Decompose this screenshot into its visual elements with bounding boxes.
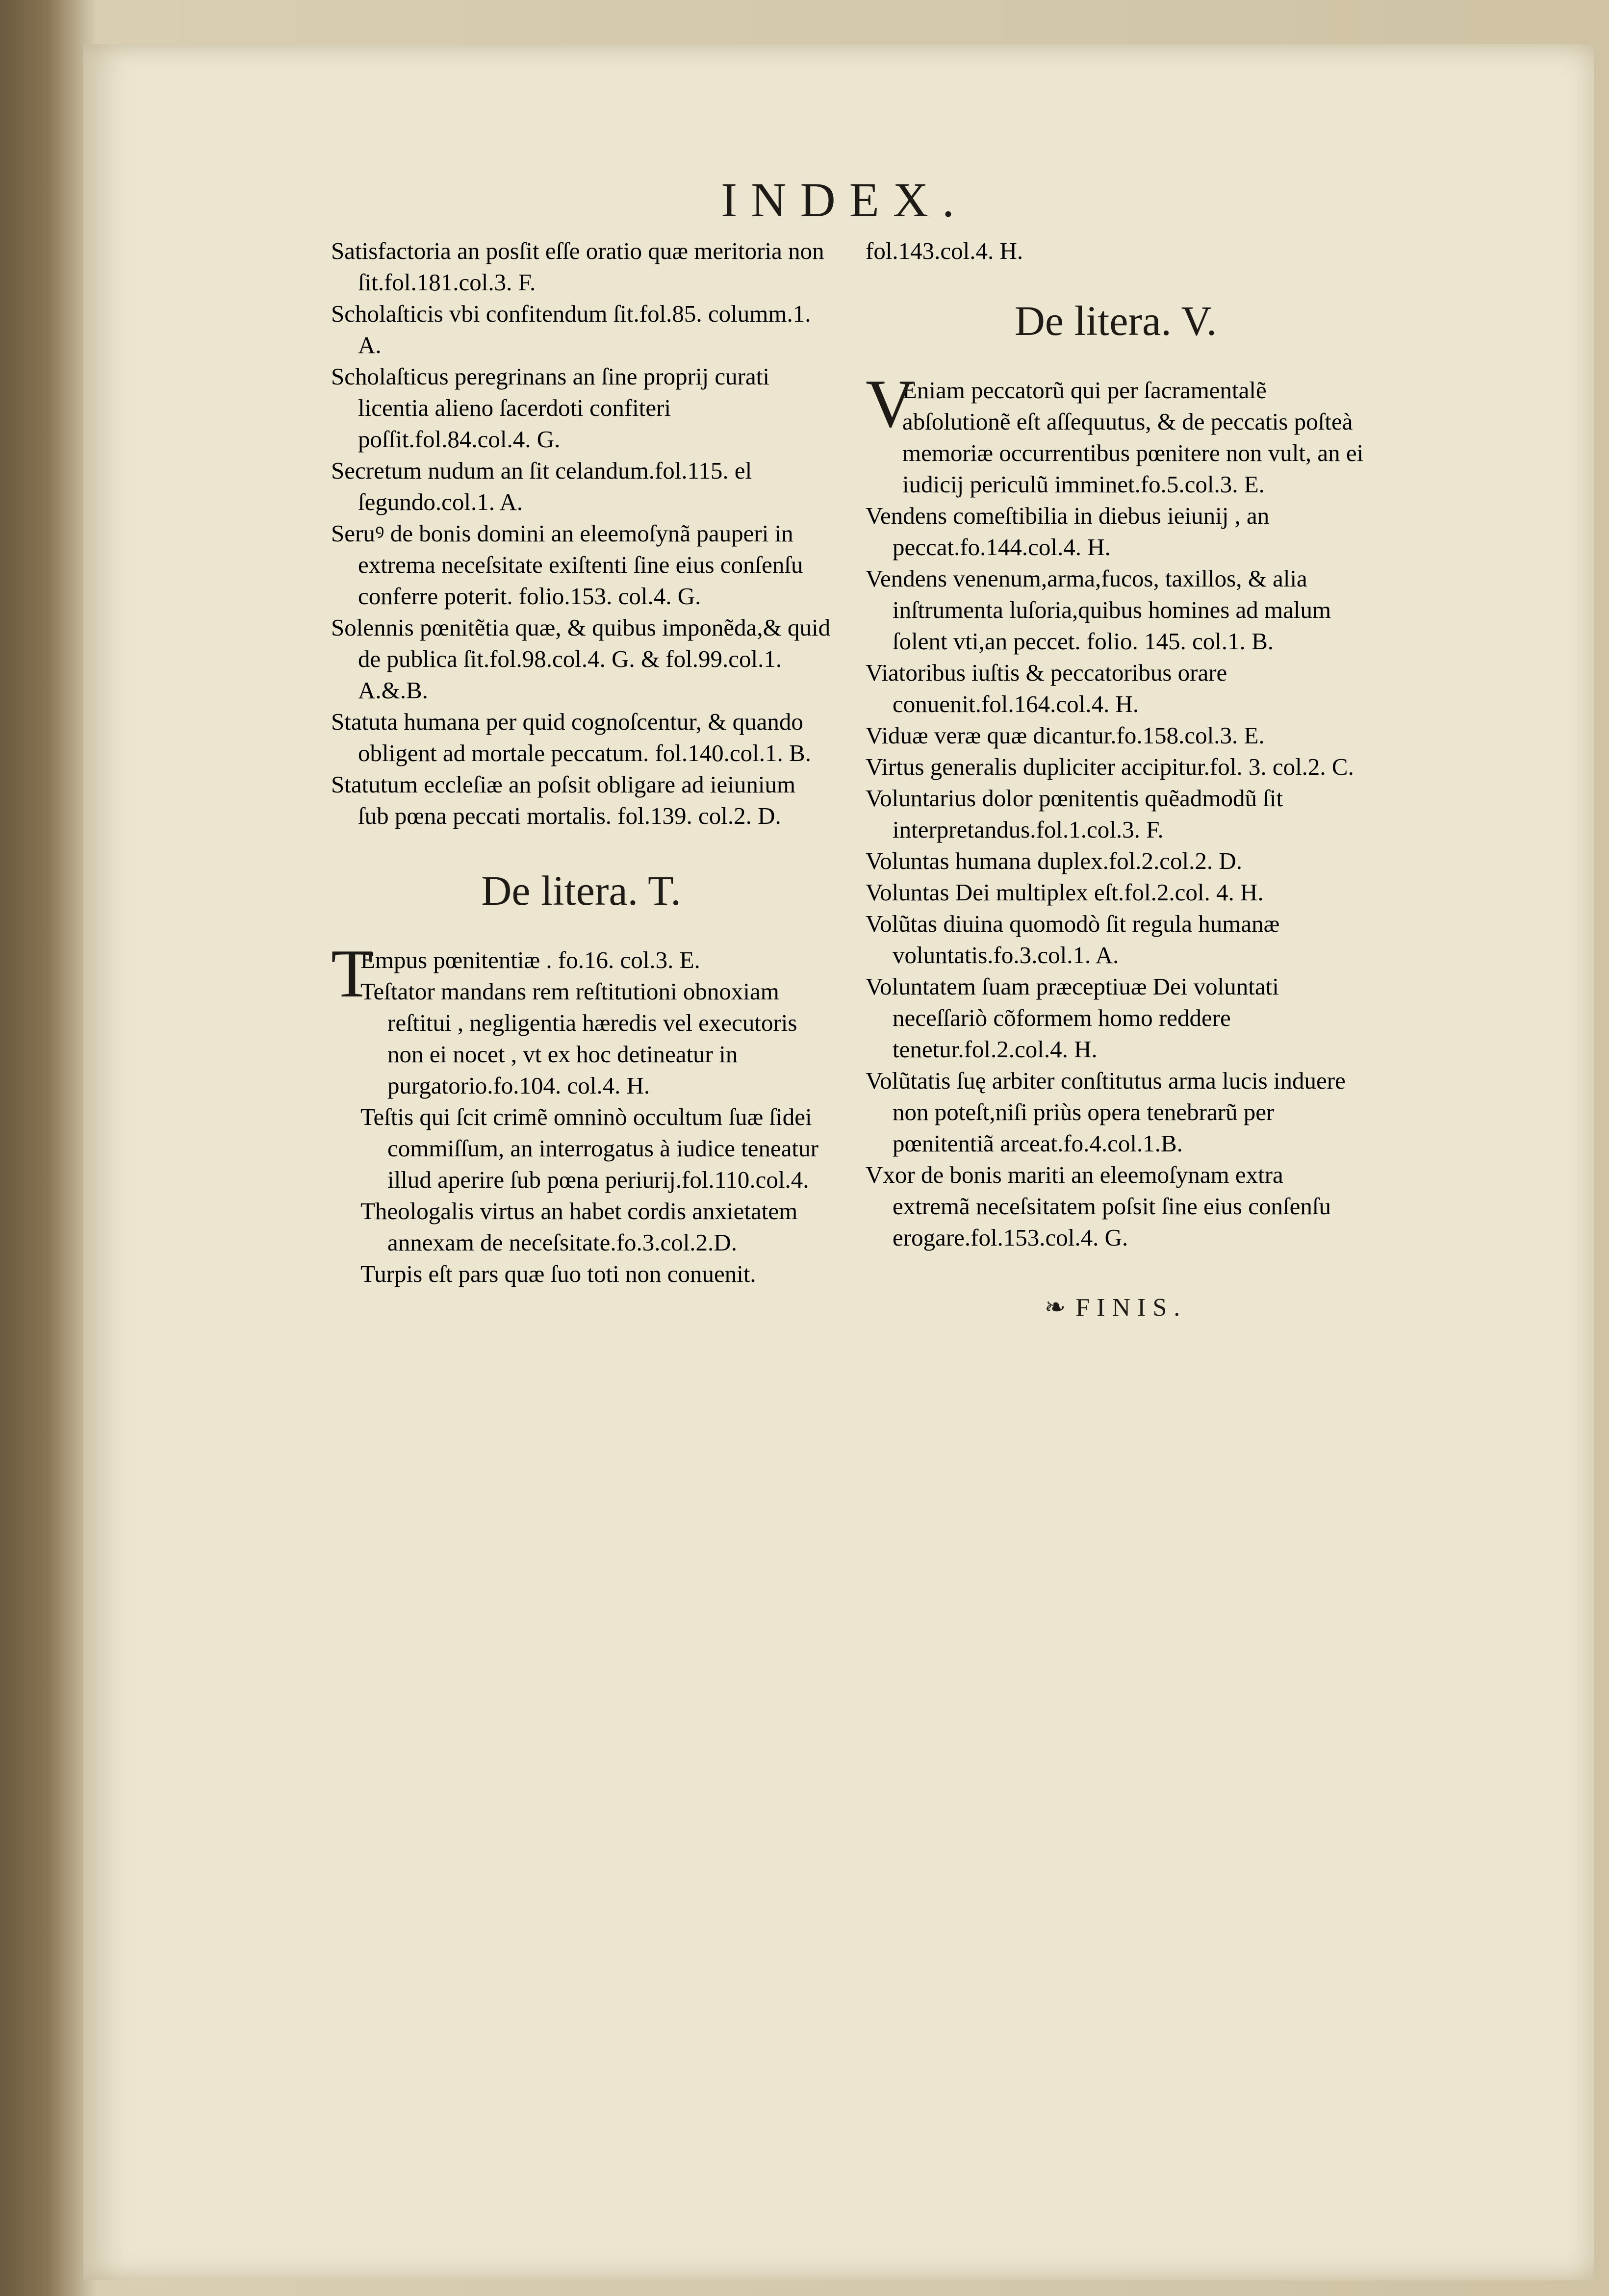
finis-line [866,1293,1366,1322]
left-column [331,235,831,1290]
dropcap-t: T [331,936,373,1012]
fleuron-icon: ❧ [1044,1294,1066,1322]
index-entry: Vxor de bonis mariti an eleemoſynam extra extremã neceſsitatem poſsit ſine eius conſenſu erogare.fol.153.col.4. G. [866,1161,1331,1251]
index-entry: Voluntas Dei multiplex eſt.fol.2.col. 4. H. [866,879,1264,906]
index-entry: Volũtas diuina quomodò ſit regula humanæ voluntatis.fo.3.col.1. A. [866,910,1280,969]
section-v [866,366,1366,1253]
finis-text: FINIS. [1075,1294,1187,1322]
index-entry: Teſtator mandans rem reſtitutioni obnoxiam reſtitui , negligentia hæredis vel executoris non ei nocet , vt ex hoc detineatur in purgatorio.fo.104. col.4. H. [360,978,797,1099]
index-entry: Viduæ veræ quæ dicantur.fo.158.col.3. E. [866,722,1265,749]
index-entry: Empus pœnitentiæ . fo.16. col.3. E. [360,946,700,973]
index-entry: Volũtatis ſuę arbiter conſtitutus arma lucis induere non poteſt,niſi priùs opera tenebrarũ per pœnitentiã arceat.fo.4.col.1.B. [866,1067,1346,1157]
dropcap-v: V [866,366,916,442]
page-title: INDEX. [721,173,969,227]
index-entry: Virtus generalis dupliciter accipitur.fol. 3. col.2. C. [866,753,1354,780]
entries-v-list [866,366,1366,1253]
index-entry: Solennis pœnitẽtia quæ, & quibus imponẽda,& quid de publica ſit.fol.98.col.4. G. & fol.99.col.1. A.&.B. [331,614,831,704]
index-entry: Turpis eſt pars quæ ſuo toti non conuenit. [360,1260,756,1287]
index-entry: Viatoribus iuſtis & peccatoribus orare conuenit.fol.164.col.4. H. [866,659,1227,717]
continuation-entry: fol.143.col.4. H. [866,237,1023,264]
index-entry: Statuta humana per quid cognoſcentur, & quando obligent ad mortale peccatum. fol.140.col.1. B. [331,708,811,766]
index-entry: Scholaſticus peregrinans an ſine proprij curati licentia alieno ſacerdoti confiteri poſſit.fol.84.col.4. G. [331,363,769,453]
heading-litera-v: De litera. V. [1014,297,1217,344]
index-entry: Vendens comeſtibilia in diebus ieiunij , an peccat.fo.144.col.4. H. [866,502,1270,561]
section-t [331,936,831,1290]
entries-t-list [360,944,831,1290]
index-entry: Eniam peccatorũ qui per ſacramentalẽ abſolutionẽ eſt aſſequutus, & de peccatis poſteà memoriæ occurrentibus pœnitere non vult, an ei iudicij periculũ imminet.fo.5.col.3. E. [902,377,1364,498]
heading-litera-t: De litera. T. [481,867,681,914]
index-entry: Teſtis qui ſcit crimẽ omninò occultum ſuæ ſidei commiſſum, an interrogatus à iudice teneatur illud aperire ſub pœna periurij.fol.110.col.4. [360,1103,818,1193]
right-column [866,235,1366,1322]
index-entry: Seruꝰ de bonis domini an eleemoſynã pauperi in extrema neceſsitate exiſtenti ſine eius conſenſu conferre poterit. folio.153. col.4. G. [331,520,803,610]
index-entry: Vendens venenum,arma,fucos, taxillos, & alia inſtrumenta luſoria,quibus homines ad malum ſolent vti,an peccet. folio. 145. col.1. B. [866,565,1331,655]
index-entry: Secretum nudum an ſit celandum.fol.115. el ſegundo.col.1. A. [331,457,752,515]
index-entry: Voluntas humana duplex.fol.2.col.2. D. [866,847,1243,874]
index-entry: Satisfactoria an posſit eſſe oratio quæ meritoria non ſit.fol.181.col.3. F. [331,237,824,296]
index-entry: Scholaſticis vbi confitendum ſit.fol.85. columm.1. A. [331,300,811,358]
entries-s-list [331,235,831,832]
index-entry: Statutum eccleſiæ an poſsit obligare ad ieiunium ſub pœna peccati mortalis. fol.139. col.2. D. [331,771,796,829]
index-entry: Voluntatem ſuam præceptiuæ Dei voluntati neceſſariò cõformem homo reddere tenetur.fol.2.col.4. H. [866,973,1279,1063]
page-paper [83,44,1594,2280]
index-entry: Theologalis virtus an habet cordis anxietatem annexam de neceſsitate.fo.3.col.2.D. [360,1198,798,1256]
index-entry: Voluntarius dolor pœnitentis quẽadmodũ ſit interpretandus.fol.1.col.3. F. [866,785,1283,843]
